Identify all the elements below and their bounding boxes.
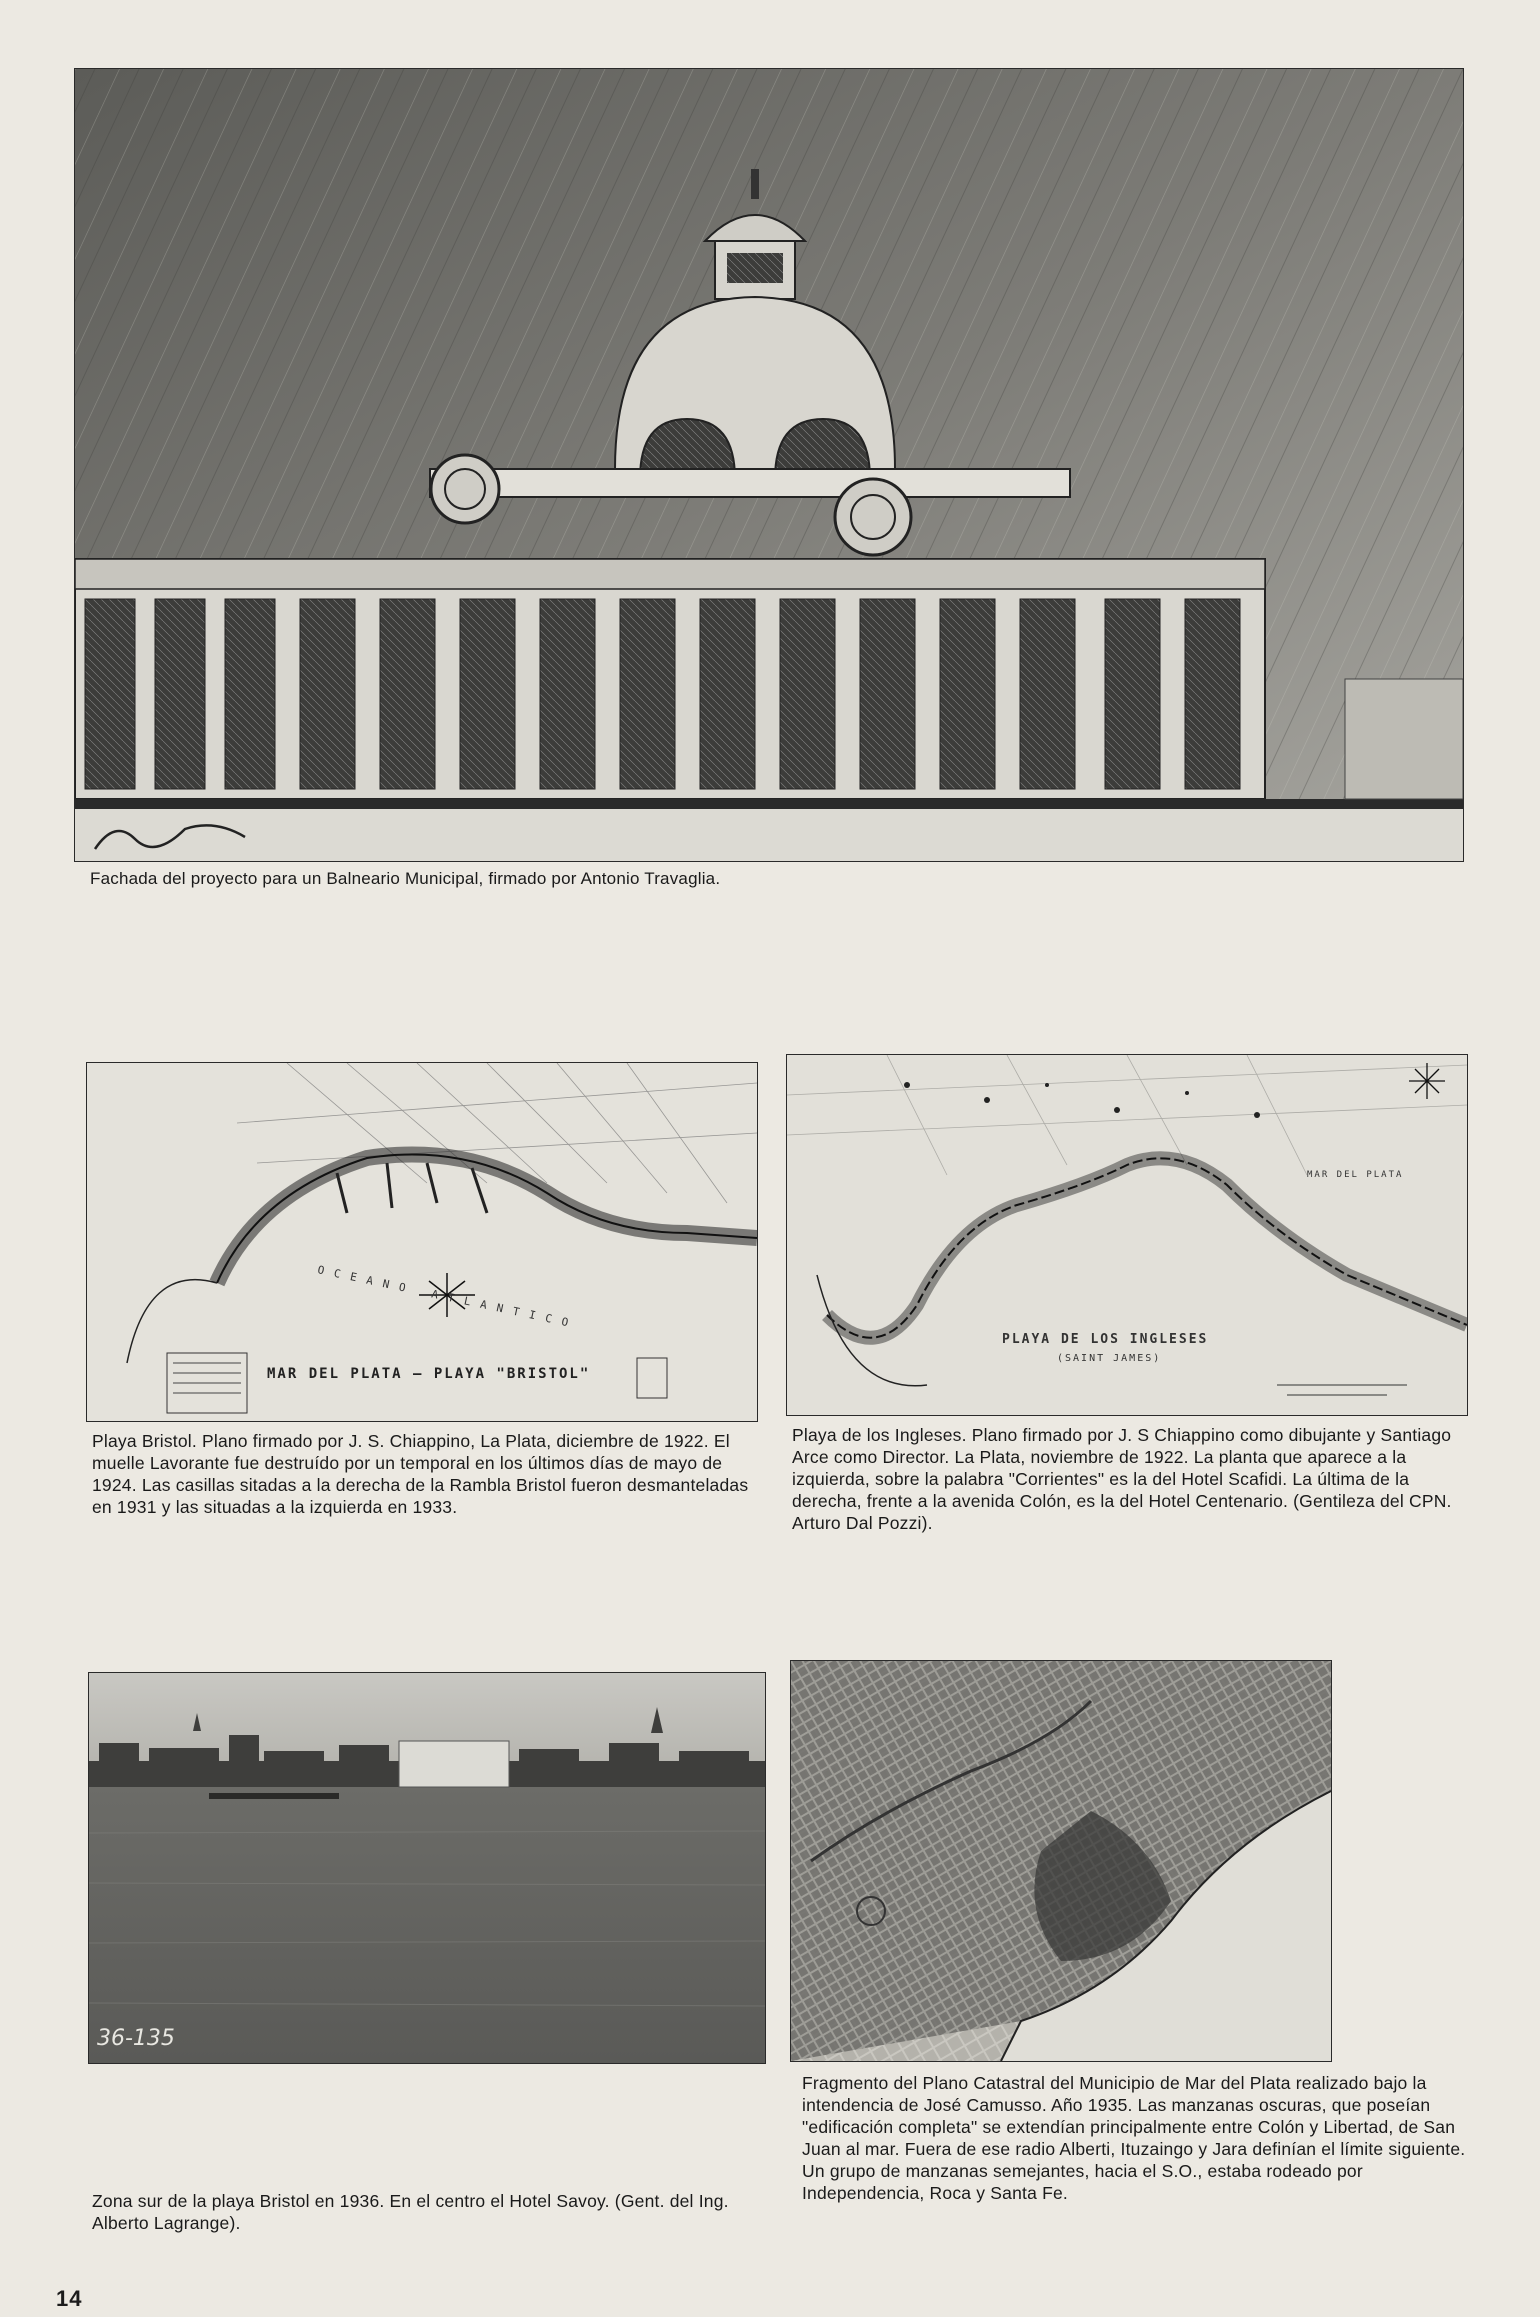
bristol-plan-map: [86, 1062, 758, 1422]
facade-drawing: [74, 68, 1464, 862]
show-through-texture: [60, 880, 540, 1040]
bristol-plan-caption: Playa Bristol. Plano firmado por J. S. Chiappino, La Plata, diciembre de 1922. El muelle Lavorante fue destruído por un temporal en los últimos días de mayo de 1924. Las casillas sitadas a la derecha de la Rambla Bristol fueron desmanteladas en 1931 y las situadas a la izquierda en 1933.: [92, 1431, 749, 1517]
bristol-ocean-label: OCEANO ATLANTICO: [316, 1263, 580, 1332]
ingleses-plan-caption: Playa de los Ingleses. Plano firmado por J. S Chiappino como dibujante y Santiago Arce como Director. La Plata, noviembre de 1922. La planta que aparece a la izquierda, sobre la palabra "Corrientes" es la del Hotel Scafidi. La última de la derecha, frente a la avenida Colón, es la del Hotel Centenario. (Gentileza del CPN. Arturo Dal Pozzi).: [792, 1425, 1452, 1533]
catastral-caption: Fragmento del Plano Catastral del Municipio de Mar del Plata realizado bajo la intendencia de José Camusso. Año 1935. Las manzanas oscuras, que poseían "edificación completa" se extendían principalmente entre Colón y Libertad, de San Juan al mar. Fuera de ese radio Alberti, Ituzaingo y Jara definían el límite siguiente. Un grupo de manzanas semejantes, hacia el S.O., estaba rodeado por Independencia, Roca y Santa Fe.: [802, 2073, 1466, 2203]
bristol-map-title: MAR DEL PLATA — PLAYA "BRISTOL": [267, 1366, 591, 1382]
catastral-map: [790, 1660, 1332, 2062]
bristol-1936-photo: [88, 1672, 766, 2064]
ingleses-city-label: MAR DEL PLATA: [1307, 1170, 1404, 1180]
ingleses-map-subtitle: (SAINT JAMES): [1057, 1353, 1162, 1364]
ingleses-plan-map: [786, 1054, 1468, 1416]
bristol-1936-caption: Zona sur de la playa Bristol en 1936. En el centro el Hotel Savoy. (Gent. del Ing. Alberto Lagrange).: [92, 2191, 729, 2233]
photo-code: 36-135: [97, 2026, 175, 2051]
ingleses-map-title: PLAYA DE LOS INGLESES: [1002, 1332, 1209, 1347]
page-number: 14: [56, 2286, 83, 2311]
facade-caption: Fachada del proyecto para un Balneario Municipal, firmado por Antonio Travaglia.: [90, 869, 721, 888]
